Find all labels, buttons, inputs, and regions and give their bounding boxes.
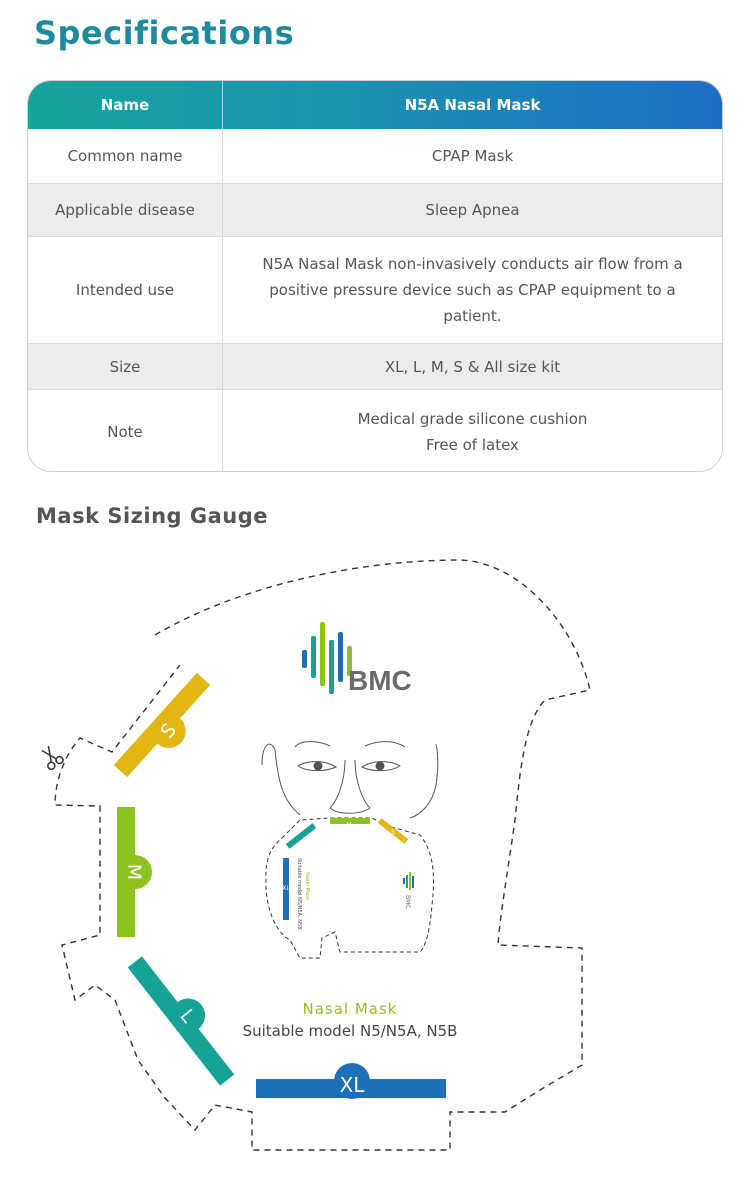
size-label-xl: XL	[339, 1073, 365, 1097]
row-label: Note	[28, 390, 223, 472]
table-row	[28, 184, 722, 237]
size-bar-m	[117, 807, 152, 937]
size-label-s: S	[156, 719, 181, 743]
size-bar-xl	[256, 1063, 446, 1099]
mini-label-s: S	[391, 829, 395, 836]
header-name-cell: Name	[28, 81, 223, 129]
mini-label-m: M	[346, 822, 352, 829]
mini-label-xl: XL	[282, 885, 290, 892]
mini-gauge	[266, 818, 434, 958]
mini-bar-l	[286, 823, 316, 849]
row-value: CPAP Mask	[431, 147, 514, 165]
table-row	[28, 237, 722, 344]
row-value: XL, L, M, S & All size kit	[384, 357, 561, 376]
mini-label-l: L	[302, 837, 306, 844]
table-row	[28, 344, 722, 390]
face-illustration	[262, 742, 438, 818]
size-label-l: L	[175, 1005, 200, 1028]
bmc-logo-mark	[302, 622, 352, 694]
size-bar-s	[114, 673, 223, 789]
row-label: Size	[28, 344, 223, 389]
row-label: Common name	[28, 129, 223, 183]
product-name: Nasal Mask	[302, 1000, 398, 1018]
table-row	[28, 129, 722, 184]
row-value: Medical grade silicone cushion Free of latex	[357, 409, 588, 454]
row-value: N5A Nasal Mask non-invasively conducts air flow from a positive pressure device such as CPAP equipment to a patient.	[262, 255, 683, 325]
mini-suitable-models: Suitable model N5/N5A, N5B	[296, 858, 302, 930]
size-bar-l	[128, 946, 248, 1086]
scissors-icon	[38, 743, 64, 770]
mini-product-name: Nasal Mask	[304, 872, 310, 901]
row-label: Intended use	[28, 237, 223, 343]
table-row	[28, 390, 722, 472]
spec-table	[27, 80, 723, 472]
suitable-models: Suitable model N5/N5A, N5B	[242, 1022, 458, 1040]
bmc-logo-text: BMC	[348, 665, 412, 696]
row-label: Applicable disease	[28, 184, 223, 236]
mini-bmc-logo	[403, 872, 414, 890]
sizing-gauge	[0, 540, 750, 1180]
gauge-title: Mask Sizing Gauge	[36, 504, 269, 528]
size-label-m: M	[123, 863, 145, 881]
page-title: Specifications	[34, 14, 295, 52]
header-product-cell: N5A Nasal Mask	[404, 96, 541, 114]
mini-bmc-text: BMC	[404, 895, 411, 909]
row-value: Sleep Apnea	[425, 201, 520, 219]
spec-table-header	[28, 81, 722, 129]
